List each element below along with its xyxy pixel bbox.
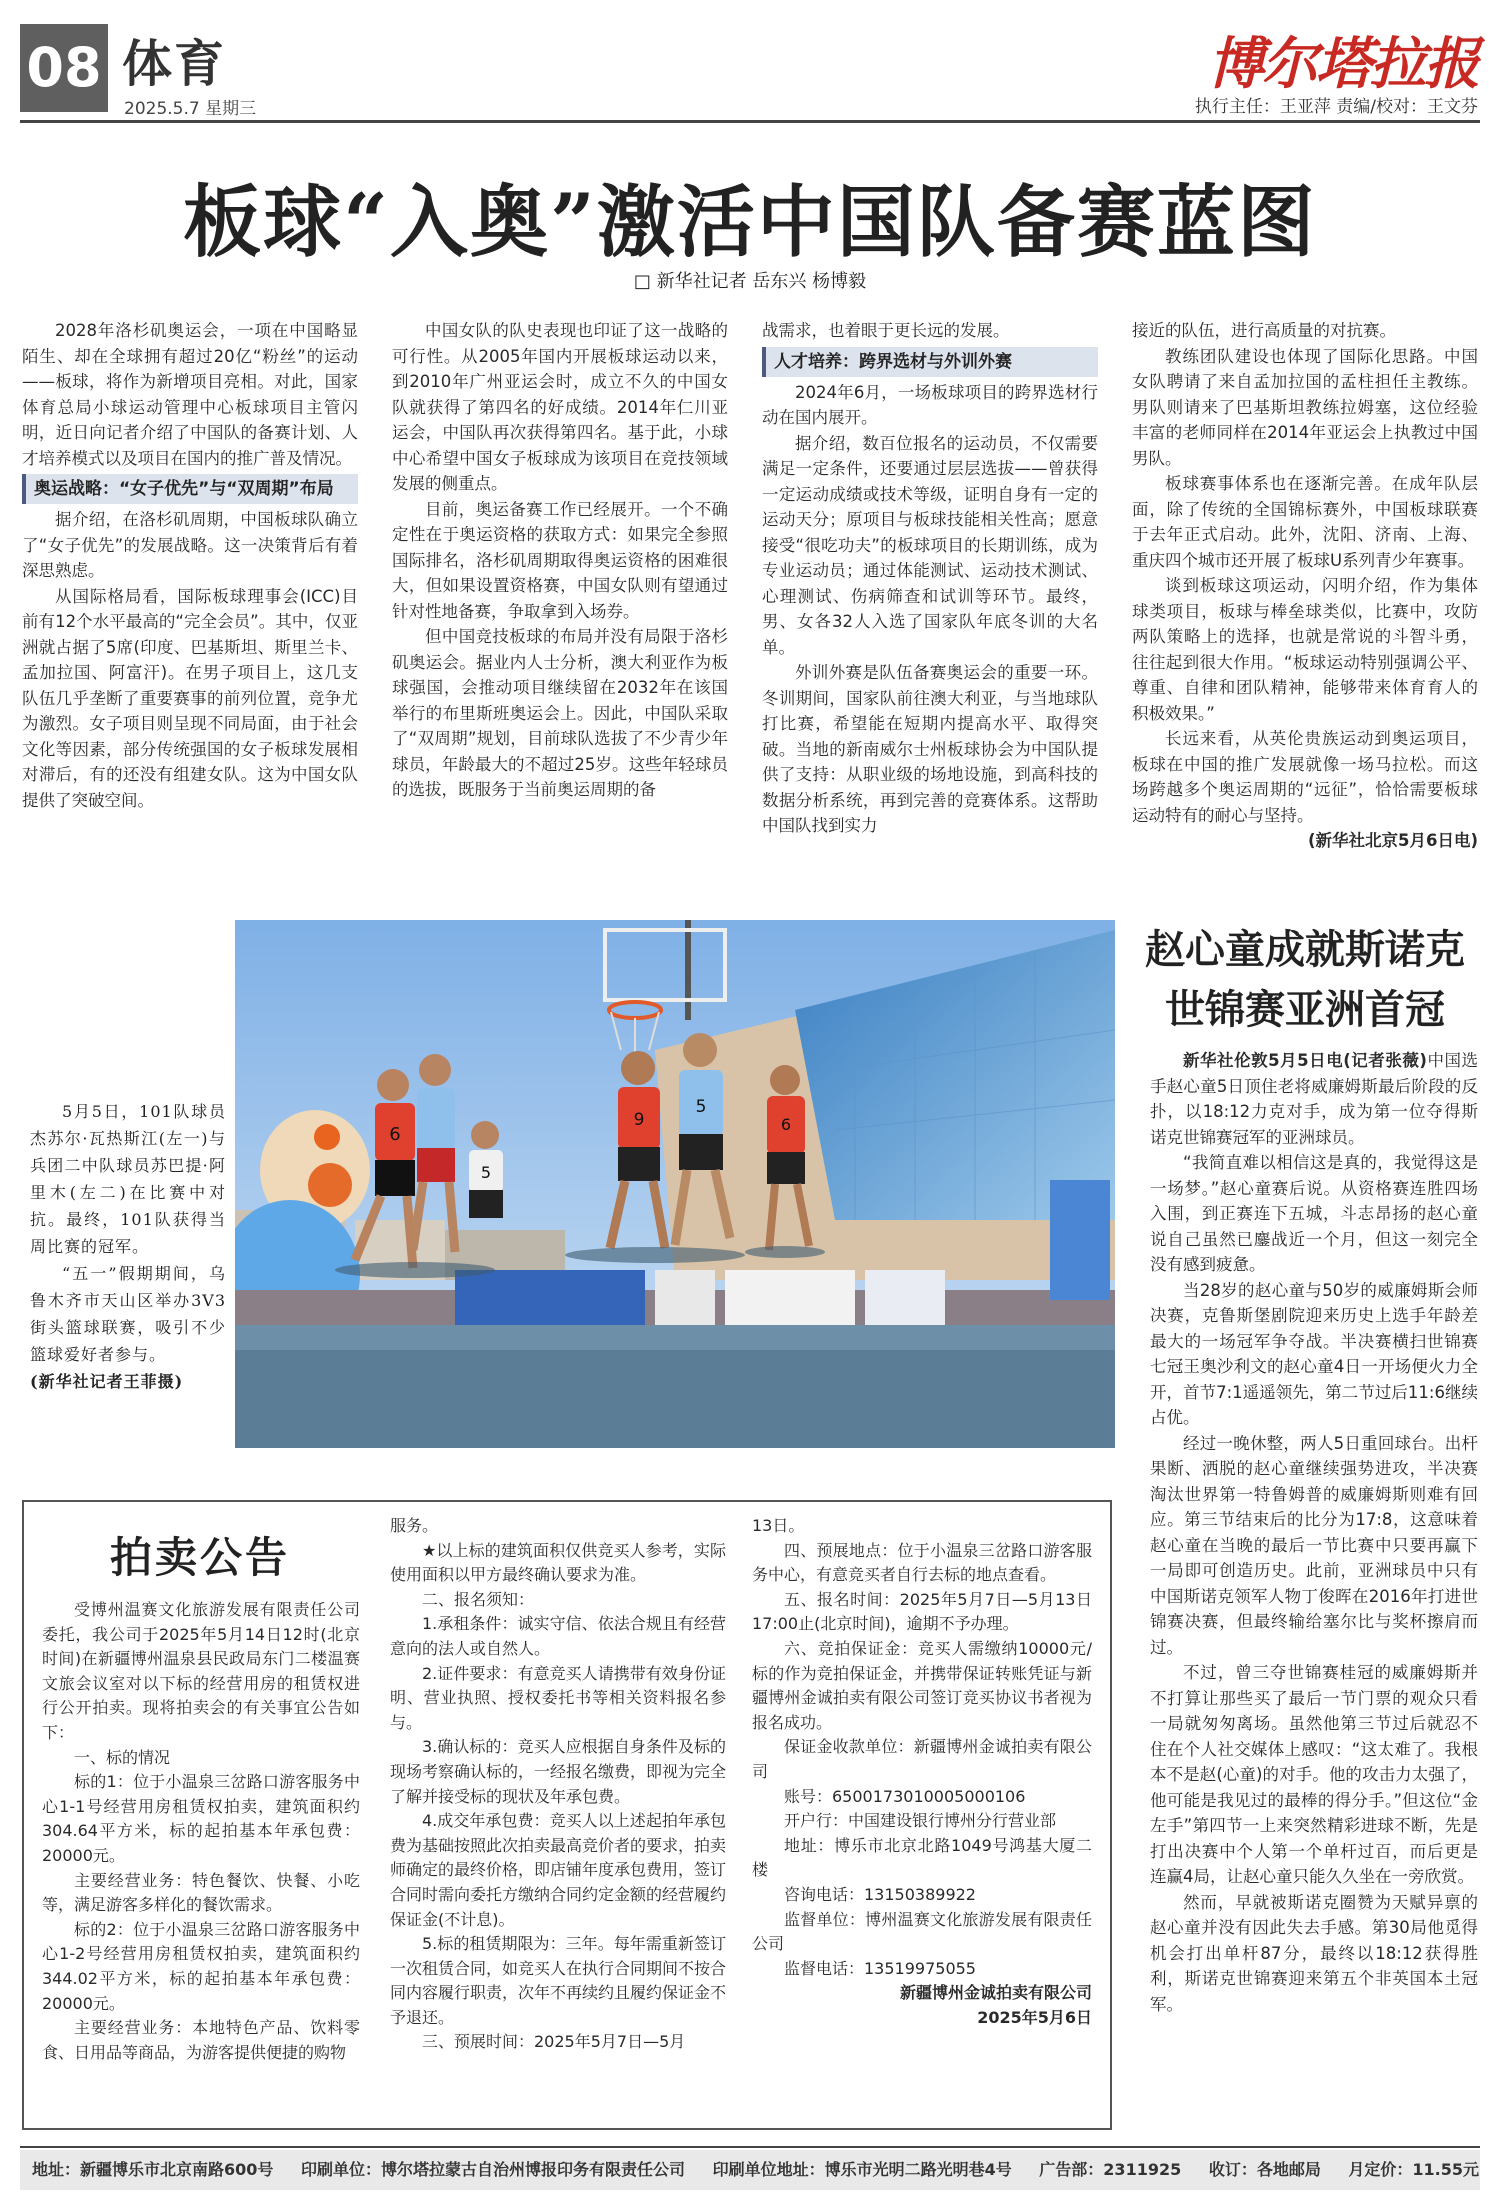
paragraph: 地址：博乐市北京北路1049号鸿基大厦二楼 [752, 1835, 1092, 1880]
jersey-number: 6 [389, 1124, 401, 1145]
paragraph: 标的1：位于小温泉三岔路口游客服务中心1-1号经营用房租赁权拍卖，建筑面积约304.64平方米，标的起拍基本年承包费：20000元。 [42, 1772, 360, 1865]
lead-column-1 [22, 318, 358, 898]
side-story-body [1150, 1048, 1478, 2138]
paragraph: 监督单位：博州温赛文化旅游发展有限责任公司 [752, 1909, 1092, 1954]
paragraph: 板球赛事体系也在逐渐完善。在成年队层面，除了传统的全国锦标赛外，中国板球联赛于去年正式启动。此外，沈阳、济南、上海、重庆四个城市还开展了板球U系列青少年赛事。 [1132, 474, 1478, 570]
lead-column-4 [1132, 318, 1478, 902]
paragraph: 据介绍，在洛杉矶周期，中国板球队确立了“女子优先”的发展战略。这一决策背后有着深思熟虑。 [22, 510, 358, 580]
section-title: 体育 [122, 35, 226, 93]
lead-column-3 [762, 318, 1098, 898]
paragraph: 六、竞拍保证金：竞买人需缴纳10000元/标的作为竞拍保证金，并携带保证转账凭证与新疆博州金诚拍卖有限公司签订竞买协议书者视为报名成功。 [752, 1638, 1092, 1732]
paragraph: 五、报名时间：2025年5月7日—5月13日17:00止(北京时间)，逾期不予办理。 [752, 1589, 1092, 1634]
paragraph: 2024年6月，一场板球项目的跨界选材行动在国内展开。 [762, 382, 1098, 427]
side-headline: 赵心童成就斯诺克世锦赛亚洲首冠 [1145, 926, 1465, 1033]
auction-title: 拍卖公告 [110, 1533, 291, 1582]
paragraph: 2.证件要求：有意竞买人请携带有效身份证明、营业执照、授权委托书等相关资料报名参与。 [390, 1663, 726, 1732]
footer-address: 地址：新疆博乐市北京南路600号 [32, 2160, 274, 2179]
paragraph: 服务。 [390, 1516, 439, 1535]
jersey-number: 6 [780, 1115, 792, 1134]
paragraph: 2028年洛杉矶奥运会，一项在中国略显陌生、却在全球拥有超过20亿“粉丝”的运动——板球，将作为新增项目亮相。对此，国家体育总局小球运动管理中心板球项目主管闪明，近日向记者介绍了中国队的备赛计划、人才培养模式以及项目在国内的推广普及情况。 [22, 321, 358, 468]
paragraph: 监督电话：13519975055 [784, 1958, 976, 1978]
paragraph: 当28岁的赵心童与50岁的威廉姆斯会师决赛，克鲁斯堡剧院迎来历史上选手年龄差最大的一场冠军争夺战。半决赛横扫世锦赛七冠王奥沙利文的赵心童4日一开场便火力全开，首节7:1遥遥领先，第二节过后11:6继续占优。 [1150, 1280, 1478, 1427]
footer-divider [20, 2146, 1480, 2148]
player-white-5 [469, 1121, 503, 1218]
newspaper-masthead: 博尔塔拉报 [1208, 31, 1478, 97]
paragraph: 标的2：位于小温泉三岔路口游客服务中心1-2号经营用房租赁权拍卖，建筑面积约344.02平方米，标的起拍基本年承包费：20000元。 [42, 1919, 360, 2013]
basketball-photo [235, 920, 1115, 1448]
paragraph: 1.承租条件：诚实守信、依法合规且有经营意向的法人或自然人。 [390, 1614, 726, 1658]
editor-credits: 执行主任：王亚萍 责编/校对：王文芬 [1194, 97, 1478, 117]
paragraph: 4.成交年承包费：竞买人以上述起拍年承包费为基础按照此次拍卖最高竞价者的要求，拍卖师确定的最终价格，即店铺年度承包费用，签订合同时需向委托方缴纳合同约定金额的经营履约保证金(不计息)。 [390, 1811, 726, 1929]
footer-bar [20, 2150, 1480, 2190]
header-divider [20, 120, 1480, 123]
paragraph: 不过，曾三夺世锦赛桂冠的威廉姆斯并不打算让那些买了最后一节门票的观众只看一局就匆匆离场。虽然他第三节过后就忍不住在个人社交媒体上感叹：“这太难了。我根本不是赵(心童)的对手。他的攻击力太强了，他可能是我见过的最棒的得分手。”但这位“金左手”第四节一上来突然精彩进球不断，先是打出决赛中个人第一个单杆过百，而后更是连赢4局，让赵心童只能久久坐在一旁欣赏。 [1150, 1663, 1478, 1886]
footer-price: 月定价：11.55元 [1348, 2160, 1480, 2179]
paragraph: “我简直难以相信这是真的，我觉得这是一场梦。”赵心童赛后说。从资格赛连胜四场入围，到正赛连下五城，斗志昂扬的赵心童说自己虽然已鏖战近一个月，但这一刻完全没有感到疲惫。 [1150, 1153, 1478, 1274]
footer-subscribe: 收订：各地邮局 [1208, 2160, 1321, 2179]
page-number: 08 [20, 24, 108, 112]
paragraph: 经过一晚休整，两人5日重回球台。出杆果断、洒脱的赵心童继续强势进攻，半决赛淘汰世界第一特鲁姆普的威廉姆斯则难有回应。第三节结束后的比分为17:8，这意味着赵心童在当晚的最后一节比赛中只要再赢下一局即可创造历史。此前，亚洲球员中只有中国斯诺克领军人物丁俊晖在2016年打进世锦赛决赛，但最终输给塞尔比与奖杯擦肩而过。 [1150, 1433, 1478, 1657]
auction-column-1 [42, 1598, 360, 2118]
paragraph: 战需求，也着眼于更长远的发展。 [762, 321, 1010, 340]
subheading-olympic-strategy: 奥运战略：“女子优先”与“双周期”布局 [22, 474, 358, 504]
paragraph: 受博州温赛文化旅游发展有限责任公司委托，我公司于2025年5月14日12时(北京时间)在新疆博州温泉县民政局东门二楼温赛文旅会议室对以下标的经营用房的租赁权进行公开拍卖。现将拍卖会的有关事宜公告如下： [42, 1600, 360, 1742]
lead-byline: □ 新华社记者 岳东兴 杨博毅 [633, 271, 867, 292]
footer-ad-phone: 广告部：2311925 [1039, 2160, 1182, 2179]
paragraph: 目前，奥运备赛工作已经展开。一个不确定性在于奥运资格的获取方式：如果完全参照国际排名，洛杉矶周期取得奥运资格的困难很大，但如果设置资格赛，中国女队则有望通过针对性地备赛，争取拿到入场券。 [392, 499, 728, 621]
paragraph: 一、标的情况 [74, 1747, 171, 1767]
paragraph: 外训外赛是队伍备赛奥运会的重要一环。冬训期间，国家队前往澳大利亚，与当地球队打比赛，希望能在短期内提高水平、取得突破。当地的新南威尔士州板球协会为中国队提供了支持：从职业级的场地设施，到高科技的数据分析系统，再到完善的竞赛体系。这帮助中国队找到实力 [762, 663, 1098, 835]
jersey-number: 5 [480, 1163, 492, 1182]
paragraph [1150, 1048, 1478, 1150]
paragraph: 谈到板球这项运动，闪明介绍，作为集体球类项目，板球与棒垒球类似，比赛中，攻防两队策略上的选择，也就是常说的斗智斗勇，往往起到很大作用。“板球运动特别强调公平、尊重、自律和团队精神，能够带来体育育人的积极效果。” [1132, 576, 1478, 723]
paragraph: 中国女队的队史表现也印证了这一战略的可行性。从2005年国内开展板球运动以来，到2010年广州亚运会时，成立不久的中国女队就获得了第四名的好成绩。2014年仁川亚运会，中国队再次获得第四名。基于此，小球中心希望中国女子板球成为该项目在竞技领域发展的侧重点。 [392, 321, 728, 493]
paragraph: 开户行：中国建设银行博州分行营业部 [784, 1811, 1057, 1831]
paragraph: 据介绍，数百位报名的运动员，不仅需要满足一定条件，还要通过层层选拔——曾获得一定运动成绩或技术等级，证明自身有一定的运动天分；原项目与板球技能相关性高；愿意接受“很吃功夫”的板球项目的长期训练，成为专业运动员；通过体能测试、运动技术测试、心理测试、伤病筛查和试训等环节。最终，男、女各32人入选了国家队年底冬训的大名单。 [762, 433, 1098, 657]
paragraph: 然而，早就被斯诺克圈赞为天赋异禀的赵心童并没有因此失去手感。第30局他觅得机会打出单杆87分，最终以18:12获得胜利，斯诺克世锦赛迎来第五个非英国本土冠军。 [1150, 1892, 1478, 2014]
paragraph: 四、预展地点：位于小温泉三岔路口游客服务中心，有意竞买者自行去标的地点查看。 [752, 1540, 1092, 1585]
jersey-number: 9 [633, 1110, 645, 1130]
paragraph: 账号：6500173010005000106 [784, 1786, 1026, 1806]
paragraph: 保证金收款单位：新疆博州金诚拍卖有限公司 [752, 1737, 1092, 1781]
photo-caption [30, 1098, 226, 1395]
photo-illustration [235, 920, 1115, 1448]
paragraph: ★以上标的建筑面积仅供竞买人参考，实际使用面积以甲方最终确认要求为准。 [390, 1540, 726, 1585]
basketball [314, 1124, 340, 1150]
auction-column-2 [390, 1514, 726, 2118]
side-dateline: 新华社伦敦5月5日电(记者张薇) [1183, 1051, 1427, 1070]
lead-text: 中国选手赵心童5日顶住老将威廉姆斯最后阶段的反扑，以18:12力克对手，成为第一位夺得斯诺克世锦赛冠军的亚洲球员。 [1150, 1051, 1478, 1147]
auction-signature-date: 2025年5月6日 [977, 2007, 1092, 2027]
photo-credit: (新华社记者王菲摄) [30, 1372, 184, 1391]
lead-headline: 板球“入奥”激活中国队备赛蓝图 [183, 177, 1317, 268]
paragraph: 13日。 [752, 1516, 805, 1535]
lead-dateline: (新华社北京5月6日电) [1307, 831, 1478, 850]
footer-printer: 印刷单位：博尔塔拉蒙古自治州博报印务有限责任公司 [300, 2160, 685, 2179]
paragraph: 接近的队伍，进行高质量的对抗赛。 [1132, 321, 1396, 340]
paragraph: 主要经营业务：特色餐饮、快餐、小吃等，满足游客多样化的餐饮需求。 [42, 1870, 360, 1915]
caption-text: 5月5日，101队球员杰苏尔·瓦热斯江(左一)与兵团二中队球员苏巴提·阿里木(左二)在比赛中对抗。最终，101队获得当周比赛的冠军。 [30, 1102, 226, 1256]
paragraph: 二、报名须知： [422, 1589, 535, 1609]
issue-date: 2025.5.7 星期三 [124, 99, 257, 119]
paragraph: 但中国竞技板球的布局并没有局限于洛杉矶奥运会。据业内人士分析，澳大利亚作为板球强国，会推动项目继续留在2032年在该国举行的布里斯班奥运会上。因此，中国队采取了“双周期”规划，目前球队选拔了不少青少年球员，年龄最大的不超过25岁。这些年轻球员的选拔，既服务于当前奥运周期的备 [392, 627, 728, 799]
paragraph: 3.确认标的：竞买人应根据自身条件及标的现场考察确认标的，一经报名缴费，即视为完全了解并接受标的现状及年承包费。 [390, 1737, 726, 1806]
paragraph: 5.标的租赁期限为：三年。每年需重新签订一次租赁合同，如竞买人在执行合同期间不按合同内容履行职责，次年不再续约且履约保证金不予退还。 [390, 1934, 726, 2027]
paragraph: 从国际格局看，国际板球理事会(ICC)目前有12个水平最高的“完全会员”。其中，仅亚洲就占据了5席(印度、巴基斯坦、斯里兰卡、孟加拉国、阿富汗)。在男子项目上，这几支队伍几乎垄断了重要赛事的前列位置，竞争尤为激烈。女子项目则呈现不同局面，由于社会文化等因素，部分传统强国的女子板球发展相对滞后，有的还没有组建女队。这为中国女队提供了突破空间。 [22, 586, 358, 810]
caption-text: “五一”假期期间，乌鲁木齐市天山区举办3V3街头篮球联赛，吸引不少篮球爱好者参与。 [30, 1264, 226, 1364]
footer-printer-address: 印刷单位地址：博乐市光明二路光明巷4号 [712, 2160, 1012, 2179]
lead-column-2 [392, 318, 728, 898]
paragraph: 咨询电话：13150389922 [784, 1884, 976, 1904]
auction-column-3 [752, 1514, 1092, 2118]
jersey-number: 5 [695, 1097, 707, 1117]
paragraph: 三、预展时间：2025年5月7日—5月 [422, 2032, 686, 2052]
auction-signature-company: 新疆博州金诚拍卖有限公司 [899, 1983, 1092, 2003]
subheading-talent: 人才培养：跨界选材与外训外赛 [762, 347, 1098, 377]
paragraph: 主要经营业务：本地特色产品、饮料零食、日用品等商品，为游客提供便捷的购物 [42, 2018, 360, 2062]
paragraph: 教练团队建设也体现了国际化思路。中国女队聘请了来自孟加拉国的孟柱担任主教练。男队则请来了巴基斯坦教练拉姆塞，这位经验丰富的老师同样在2014年亚运会上执教过中国男队。 [1132, 346, 1478, 468]
paragraph: 长远来看，从英伦贵族运动到奥运项目，板球在中国的推广发展就像一场马拉松。而这场跨越多个奥运周期的“远征”，恰恰需要板球运动特有的耐心与坚持。 [1132, 729, 1478, 825]
